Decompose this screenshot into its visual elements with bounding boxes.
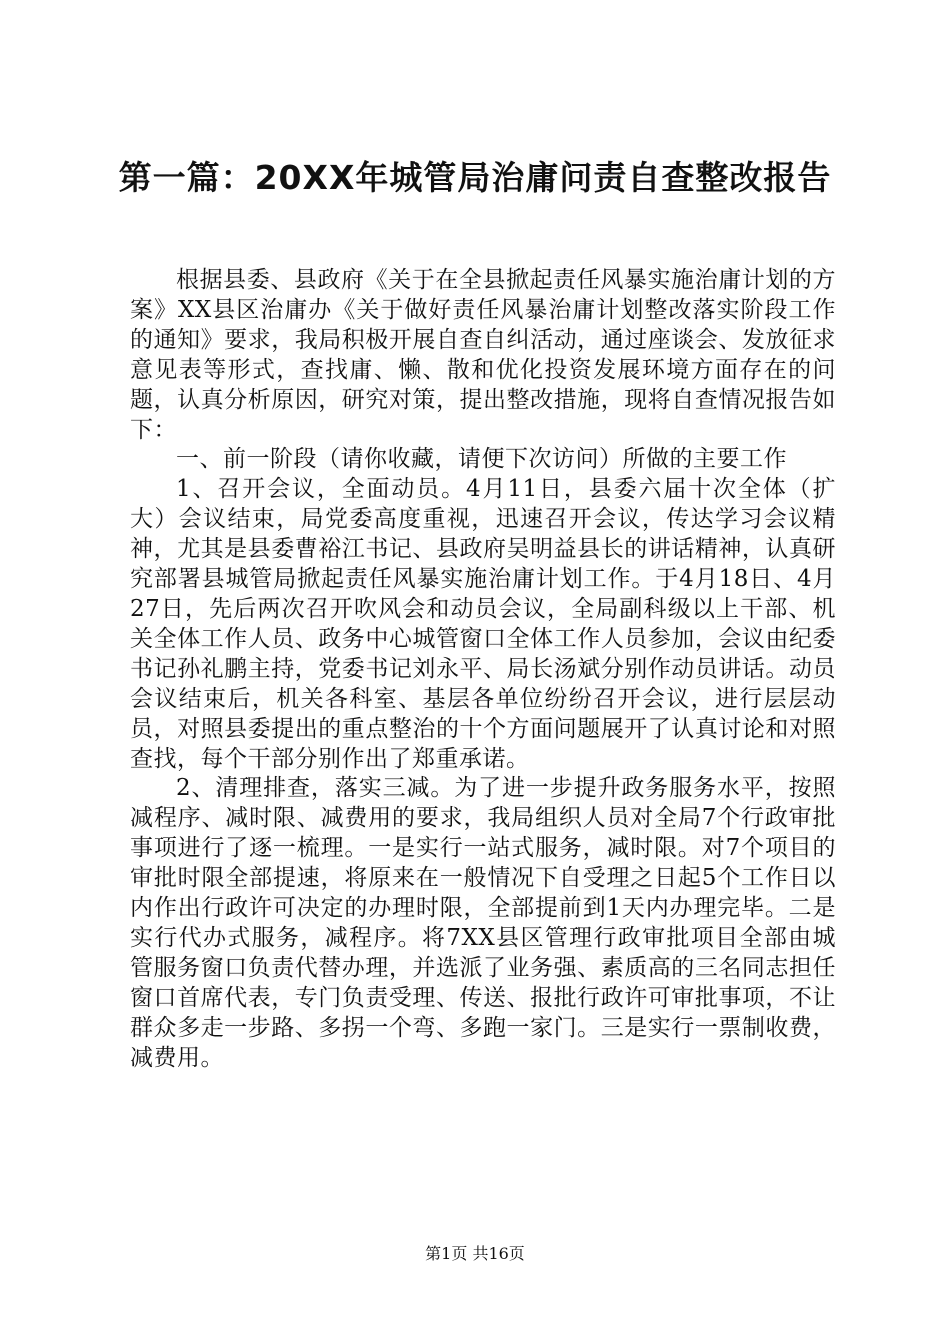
page-footer: 第1页 共16页	[425, 1244, 525, 1263]
paragraph-intro: 根据县委、县政府《关于在全县掀起责任风暴实施治庸计划的方案》XX县区治庸办《关于做好责任风暴治庸计划整改落实阶段工作的通知》要求，我局积极开展自查自纠活动，通过座谈会、发放征求意见表等形式，查找庸、懒、散和优化投资发展环境方面存在的问题，认真分析原因，研究对策，提出整改措施，现将自查情况报告如下：	[130, 267, 836, 443]
document-body	[130, 266, 836, 1073]
document-title: 第一篇：20XX年城管局治庸问责自查整改报告	[118, 158, 832, 197]
section-heading-1: 一、前一阶段（请你收藏，请便下次访问）所做的主要工作	[176, 446, 787, 473]
paragraph-item-1: 1、召开会议，全面动员。4月11日，县委六届十次全体（扩大）会议结束，局党委高度重视，迅速召开会议，传达学习会议精神，尤其是县委曹裕江书记、县政府吴明益县长的讲话精神，认真研究部署县城管局掀起责任风暴实施治庸计划工作。于4月18日、4月27日，先后两次召开吹风会和动员会议，全局副科级以上干部、机关全体工作人员、政务中心城管窗口全体工作人员参加，会议由纪委书记孙礼鹏主持，党委书记刘永平、局长汤斌分别作动员讲话。动员会议结束后，机关各科室、基层各单位纷纷召开会议，进行层层动员，对照县委提出的重点整治的十个方面问题展开了认真讨论和对照查找，每个干部分别作出了郑重承诺。	[130, 476, 836, 772]
paragraph-item-2: 2、清理排查，落实三减。为了进一步提升政务服务水平，按照减程序、减时限、减费用的要求，我局组织人员对全局7个行政审批事项进行了逐一梳理。一是实行一站式服务，减时限。对7个项目的审批时限全部提速，将原来在一般情况下自受理之日起5个工作日以内作出行政许可决定的办理时限，全部提前到1天内办理完毕。二是实行代办式服务，减程序。将7XX县区管理行政审批项目全部由城管服务窗口负责代替办理，并选派了业务强、素质高的三名同志担任窗口首席代表，专门负责受理、传送、报批行政许可审批事项，不让群众多走一步路、多拐一个弯、多跑一家门。三是实行一票制收费，减费用。	[130, 775, 836, 1071]
